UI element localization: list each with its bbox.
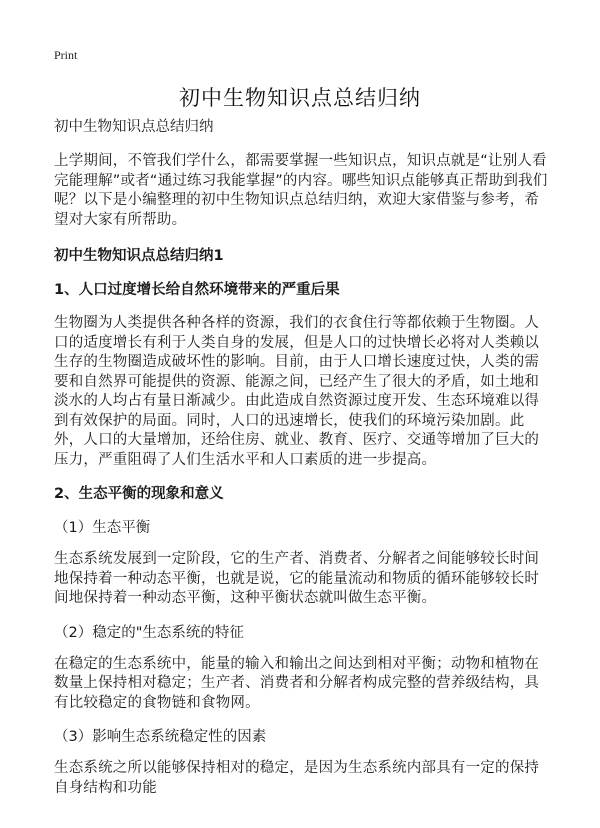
topic-1-heading: 1、人口过度增长给自然环境带来的严重后果 bbox=[54, 282, 340, 298]
document-subtitle: 初中生物知识点总结归纳 bbox=[54, 119, 214, 135]
intro-paragraph: 上学期间，不管我们学什么，都需要掌握一些知识点，知识点就是“让别人看完能理解”或者“通过练习我能掌握”的内容。哪些知识点能够真正帮助到我们呢？以下是小编整理的初中生物知识点总结归纳，欢迎大家借鉴与参考，希望对大家有所帮助。 bbox=[54, 153, 548, 228]
print-label: Print bbox=[54, 48, 78, 62]
topic-1-body: 生物圈为人类提供各种各样的资源，我们的衣食住行等都依赖于生物圈。人口的适度增长有利于人类自身的发展，但是人口的过快增长必将对人类赖以生存的生物圈造成破坏性的影响。目前，由于人口增长速度过快，人类的需要和自然界可能提供的资源、能源之间，已经产生了很大的矛盾，如土地和淡水的人均占有量日渐减少。由此造成自然资源过度开发、生态环境难以得到有效保护的局面。同时，人口的迅速增长，使我们的环境污染加剧。此外，人口的大量增加，还给住房、就业、教育、医疗、交通等增加了巨大的压力，严重阻碍了人们生活水平和人口素质的进一步提高。 bbox=[54, 315, 540, 468]
subtopic-1-heading: （1）生态平衡 bbox=[54, 520, 151, 536]
subtopic-3-body: 生态系统之所以能够保持相对的稳定，是因为生态系统内部具有一定的保持自身结构和功能 bbox=[54, 760, 540, 796]
subtopic-2-body: 在稳定的生态系统中，能量的输入和输出之间达到相对平衡；动物和植物在数量上保持相对稳定；生产者、消费者和分解者构成完整的营养级结构，具有比较稳定的食物链和食物网。 bbox=[54, 655, 540, 711]
subtopic-3-heading: （3）影响生态系统稳定性的因素 bbox=[54, 729, 267, 745]
document-title: 初中生物知识点总结归纳 bbox=[179, 86, 421, 110]
document-content bbox=[54, 117, 548, 812]
topic-2-heading: 2、生态平衡的现象和意义 bbox=[54, 486, 224, 502]
section-heading-1: 初中生物知识点总结归纳1 bbox=[54, 248, 224, 264]
subtopic-1-body: 生态系统发展到一定阶段，它的生产者、消费者、分解者之间能够较长时间地保持着一种动态平衡，也就是说，它的能量流动和物质的循环能够较长时间地保持着一种动态平衡，这种平衡状态就叫做生态平衡。 bbox=[54, 551, 540, 606]
subtopic-2-heading: （2）稳定的"生态系统的特征 bbox=[54, 624, 244, 641]
